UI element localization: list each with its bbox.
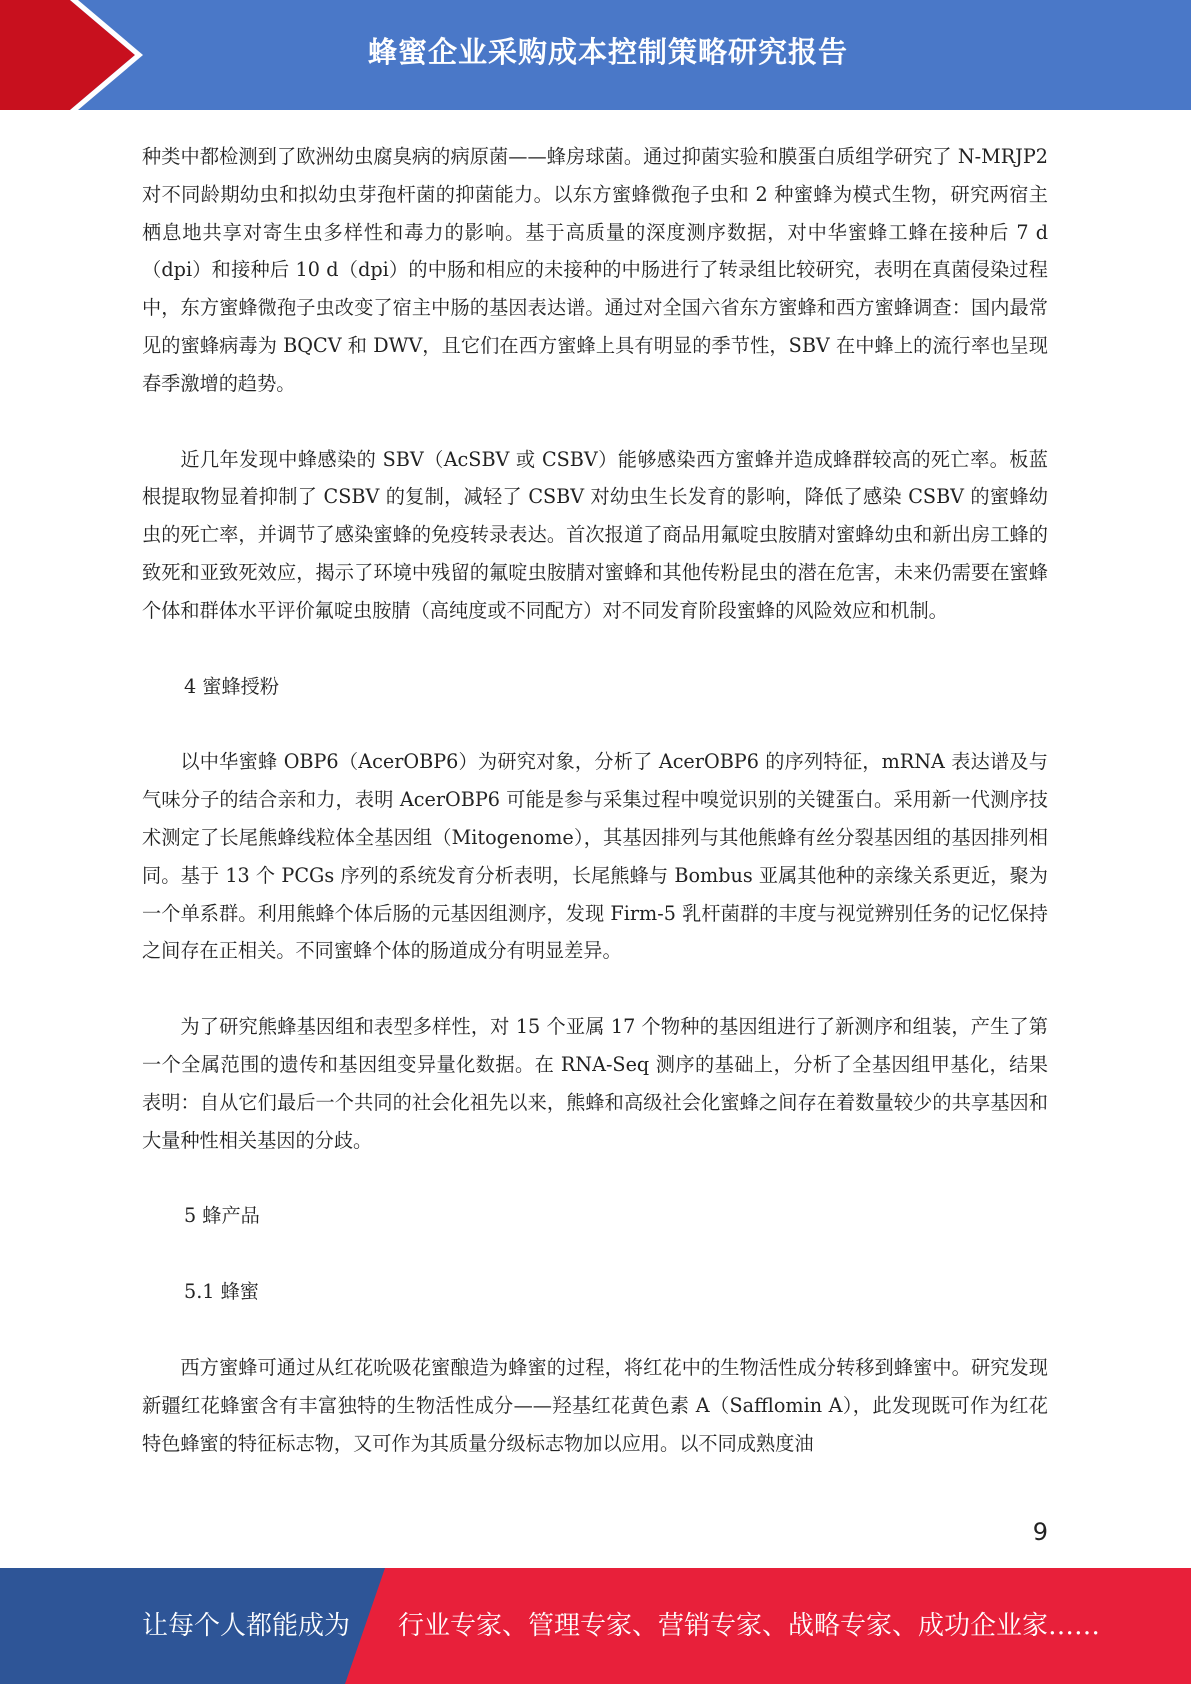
- section-heading: 5 蜂产品: [184, 1204, 260, 1228]
- paragraph: 以中华蜜蜂 OBP6（AcerOBP6）为研究对象，分析了 AcerOBP6 的序列特征，mRNA 表达谱及与气味分子的结合亲和力，表明 AcerOBP6 可能是参与采集过程中嗅觉识别的关键蛋白。采用新一代测序技术测定了长尾熊蜂线粒体全基因组（Mitogenome），其基因排列与其他熊蜂有丝分裂基因组的基因排列相同。基于 13 个 PCGs 序列的系统发育分析表明，长尾熊蜂与 Bombus 亚属其他种的亲缘关系更近，聚为一个单系群。利用熊蜂个体后肠的元基因组测序，发现 Firm-5 乳杆菌群的丰度与视觉辨别任务的记忆保持之间存在正相关。不同蜜蜂个体的肠道成分有明显差异。: [142, 750, 1048, 963]
- page-header: [0, 0, 1191, 110]
- footer-slogan-left: 让每个人都能成为: [142, 1611, 351, 1641]
- paragraph: 近几年发现中蜂感染的 SBV（AcSBV 或 CSBV）能够感染西方蜜蜂并造成蜂群较高的死亡率。板蓝根提取物显着抑制了 CSBV 的复制，减轻了 CSBV 对幼虫生长发育的影响，降低了感染 CSBV 的蜜蜂幼虫的死亡率，并调节了感染蜜蜂的免疫转录表达。首次报道了商品用氟啶虫胺腈对蜜蜂幼虫和新出房工蜂的致死和亚致死效应，揭示了环境中残留的氟啶虫胺腈对蜜蜂和其他传粉昆虫的潜在危害，未来仍需要在蜜蜂个体和群体水平评价氟啶虫胺腈（高纯度或不同配方）对不同发育阶段蜜蜂的风险效应和机制。: [142, 447, 1048, 622]
- subsection-heading: 5.1 蜂蜜: [184, 1280, 259, 1304]
- page-footer: [0, 1568, 1191, 1684]
- page-number: 9: [1032, 1518, 1048, 1546]
- footer-slogan-right: 行业专家、管理专家、营销专家、战略专家、成功企业家……: [398, 1611, 1101, 1641]
- paragraph: 种类中都检测到了欧洲幼虫腐臭病的病原菌——蜂房球菌。通过抑菌实验和膜蛋白质组学研究了 N-MRJP2 对不同龄期幼虫和拟幼虫芽孢杆菌的抑菌能力。以东方蜜蜂微孢子虫和 2 种蜜蜂为模式生物，研究两宿主栖息地共享对寄生虫多样性和毒力的影响。基于高质量的深度测序数据，对中华蜜蜂工蜂在接种后 7 d（dpi）和接种后 10 d（dpi）的中肠和相应的未接种的中肠进行了转录组比较研究，表明在真菌侵染过程中，东方蜜蜂微孢子虫改变了宿主中肠的基因表达谱。通过对全国六省东方蜜蜂和西方蜜蜂调查：国内最常见的蜜蜂病毒为 BQCV 和 DWV，且它们在西方蜜蜂上具有明显的季节性，SBV 在中蜂上的流行率也呈现春季激增的趋势。: [142, 145, 1048, 395]
- section-heading: 4 蜜蜂授粉: [184, 674, 280, 698]
- paragraph: 为了研究熊蜂基因组和表型多样性，对 15 个亚属 17 个物种的基因组进行了新测序和组装，产生了第一个全属范围的遗传和基因组变异量化数据。在 RNA-Seq 测序的基础上，分析了全基因组甲基化，结果表明：自从它们最后一个共同的社会化祖先以来，熊蜂和高级社会化蜜蜂之间存在着数量较少的共享基因和大量种性相关基因的分歧。: [142, 1015, 1048, 1152]
- document-body: [142, 138, 1048, 1500]
- header-title: 蜂蜜企业采购成本控制策略研究报告: [367, 34, 848, 69]
- paragraph: 西方蜜蜂可通过从红花吮吸花蜜酿造为蜂蜜的过程，将红花中的生物活性成分转移到蜂蜜中。研究发现新疆红花蜂蜜含有丰富独特的生物活性成分——羟基红花黄色素 A（Safflomin A），此发现既可作为红花特色蜂蜜的特征标志物，又可作为其质量分级标志物加以应用。以不同成熟度油: [142, 1355, 1048, 1455]
